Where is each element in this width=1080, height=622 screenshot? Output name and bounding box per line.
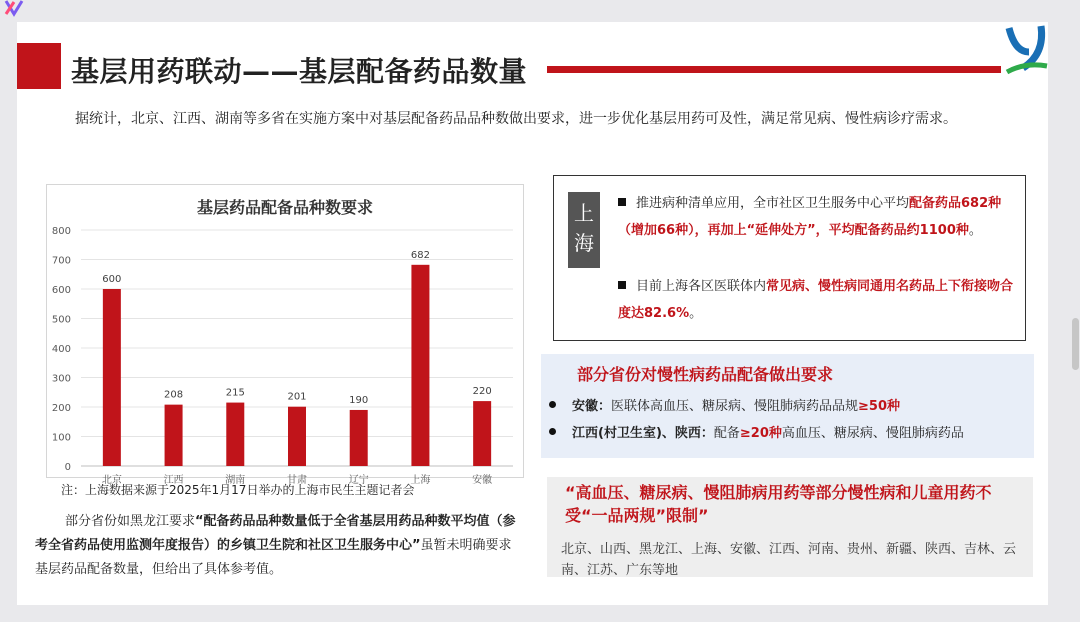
bullet-dot-icon [549,401,556,408]
anhui-text: 医联体高血压、糖尿病、慢阻肺病药品品规 [611,399,859,414]
x-tick-label: 北京 [101,475,122,486]
square-bullet-icon [618,281,626,289]
bottom-bold-quote: “配备药品品种数量低于全省基层用药品种数平均值（参考全省药品使用监测年度报告）的乡镇卫生院和社区卫生服务中心” [35,514,516,553]
bottom-prefix: 部分省份如黑龙江要求 [65,514,196,529]
data-label: 215 [225,387,245,399]
y-tick-label: 600 [51,285,71,296]
bar-甘肃 [288,407,306,466]
shanghai-item-1-highlight: 配备药品682种（增加66种），再加上“延伸处方”，平均配备药品约1100种 [618,196,1002,238]
vertical-scrollbar[interactable] [1072,318,1079,370]
y-tick-label: 700 [51,255,71,267]
bar-chart [46,184,524,486]
bar-江西 [165,405,183,466]
slide-canvas [17,22,1048,605]
y-tick-label: 400 [51,344,71,355]
shanghai-box [553,175,1026,341]
y-tick-label: 0 [64,462,71,473]
shanghai-item-1-text: 推进病种清单应用，全市社区卫生服务中心平均 [636,196,910,211]
x-tick-label: 上海 [410,475,431,486]
exemption-regions: 北京、山西、黑龙江、上海、安徽、江西、河南、贵州、新疆、陕西、吉林、云南、江苏、广东等地 [561,542,1017,578]
bar-安徽 [473,401,491,466]
intro-paragraph: 据统计，北京、江西、湖南等多省在实施方案中对基层配备药品品种数做出要求，进一步优化基层用药可及性，满足常见病、慢性病诊疗需求。 [75,111,957,127]
anhui-threshold: ≥50种 [858,399,901,414]
y-tick-label: 100 [51,432,71,444]
y-tick-label: 800 [51,226,71,237]
exemption-quote: “高血压、糖尿病、慢阻肺病用药等部分慢性病和儿童用药不受“一品两规”限制” [565,483,992,525]
title-red-block [17,43,61,89]
shanghai-item-2-highlight: 常见病、慢性病同通用名药品上下衔接吻合度达82.6% [618,279,1014,321]
data-label: 600 [102,274,122,285]
data-label: 190 [349,394,369,406]
shanghai-tag: 上海 [568,192,600,268]
data-label: 682 [410,249,430,261]
x-tick-label: 江西 [163,475,184,486]
app-logo-icon[interactable] [2,0,26,16]
shanghai-item-2 [618,273,1018,327]
square-bullet-icon [618,198,626,206]
jiangxi-threshold: ≥20种 [739,426,782,441]
shanghai-item-1-end: 。 [968,223,982,238]
chart-title: 基层药品配备品种数要求 [196,198,374,217]
x-tick-label: 安徽 [472,475,493,486]
bar-湖南 [226,403,244,466]
jiangxi-shaanxi-label: 江西(村卫生室)、陕西： [572,426,714,441]
bar-上海 [411,265,429,466]
jiangxi-shaanxi-item [549,420,1009,447]
bullet-dot-icon [549,428,556,435]
y-tick-label: 200 [51,403,71,414]
page-title: 基层用药联动——基层配备药品数量 [71,55,528,88]
data-label: 208 [164,389,184,401]
data-label: 201 [287,391,307,403]
anhui-label: 安徽： [572,399,612,414]
heilongjiang-paragraph [35,510,521,582]
shanghai-item-1 [618,190,1018,244]
bar-chart-svg [47,185,523,486]
jiangxi-text-1: 配备 [713,426,740,441]
bottom-suffix: 虽暂未明确要求基层药品配备数量，但给出了具体参考值。 [35,538,512,577]
jiangxi-text-2: 高血压、糖尿病、慢阻肺病药品 [781,426,964,441]
y-tick-label: 500 [51,314,71,326]
exemption-panel [547,477,1033,577]
shanghai-item-2-end: 。 [689,306,703,321]
chart-footnote: 注：上海数据来源于2025年1月17日举办的上海市民生主题记者会 [61,483,415,497]
x-tick-label: 甘肃 [287,475,307,486]
chronic-panel-title: 部分省份对慢性病药品配备做出要求 [577,365,834,384]
chronic-disease-panel [541,354,1034,458]
bar-辽宁 [350,410,368,466]
corner-logo-icon [1001,22,1048,76]
x-tick-label: 辽宁 [348,475,369,486]
x-tick-label: 湖南 [225,475,246,486]
anhui-item [549,393,1019,420]
data-label: 220 [472,386,492,398]
y-tick-label: 300 [51,373,71,385]
shanghai-item-2-text: 目前上海各区医联体内 [636,279,767,294]
title-underline-bar [547,66,1008,73]
bar-北京 [103,289,121,466]
